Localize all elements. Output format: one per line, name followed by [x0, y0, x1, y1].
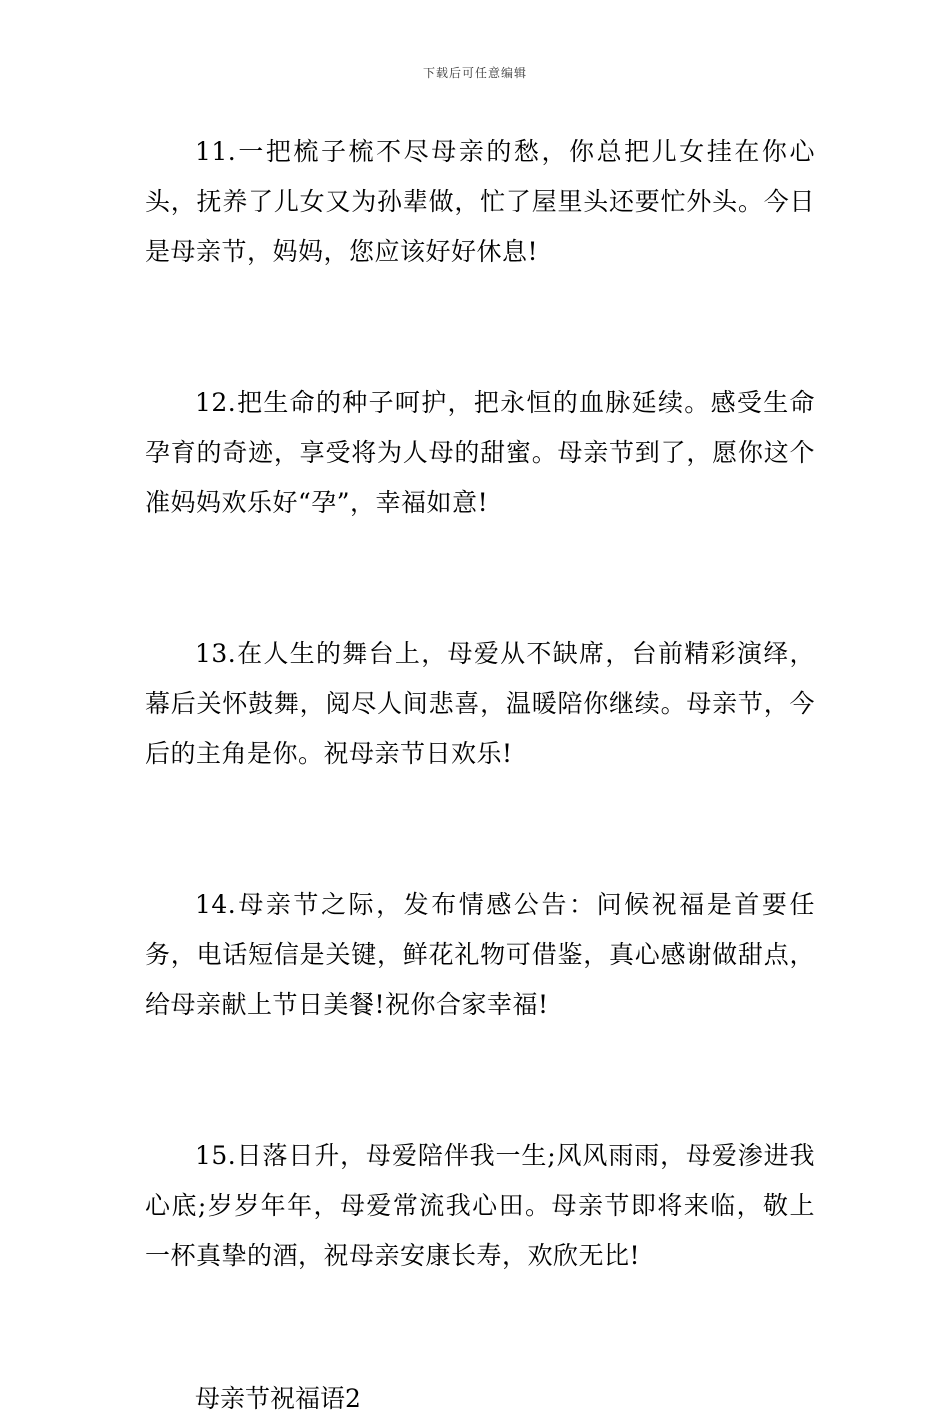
header-note: 下载后可任意编辑 [422, 66, 527, 80]
paragraph-11: 11.一把梳子梳不尽母亲的愁，你总把儿女挂在你心头，抚养了儿女又为孙辈做，忙了屋里头还要忙外头。今日是母亲节，妈妈，您应该好好休息! [145, 137, 815, 266]
paragraph-14: 14.母亲节之际，发布情感公告：问候祝福是首要任务，电话短信是关键，鲜花礼物可借鉴，真心感谢做甜点，给母亲献上节日美餐!祝你合家幸福! [145, 890, 815, 1019]
section-title: 母亲节祝福语2 [195, 1384, 361, 1413]
document-body [145, 127, 815, 1424]
paragraph-12: 12.把生命的种子呵护，把永恒的血脉延续。感受生命孕育的奇迹，享受将为人母的甜蜜。母亲节到了，愿你这个准妈妈欢乐好“孕”，幸福如意! [145, 388, 815, 517]
paragraph-13: 13.在人生的舞台上，母爱从不缺席，台前精彩演绎，幕后关怀鼓舞，阅尽人间悲喜，温暖陪你继续。母亲节，今后的主角是你。祝母亲节日欢乐! [145, 639, 815, 768]
paragraph-15: 15.日落日升，母爱陪伴我一生;风风雨雨，母爱渗进我心底;岁岁年年，母爱常流我心田。母亲节即将来临，敬上一杯真挚的酒，祝母亲安康长寿，欢欣无比! [145, 1141, 815, 1270]
